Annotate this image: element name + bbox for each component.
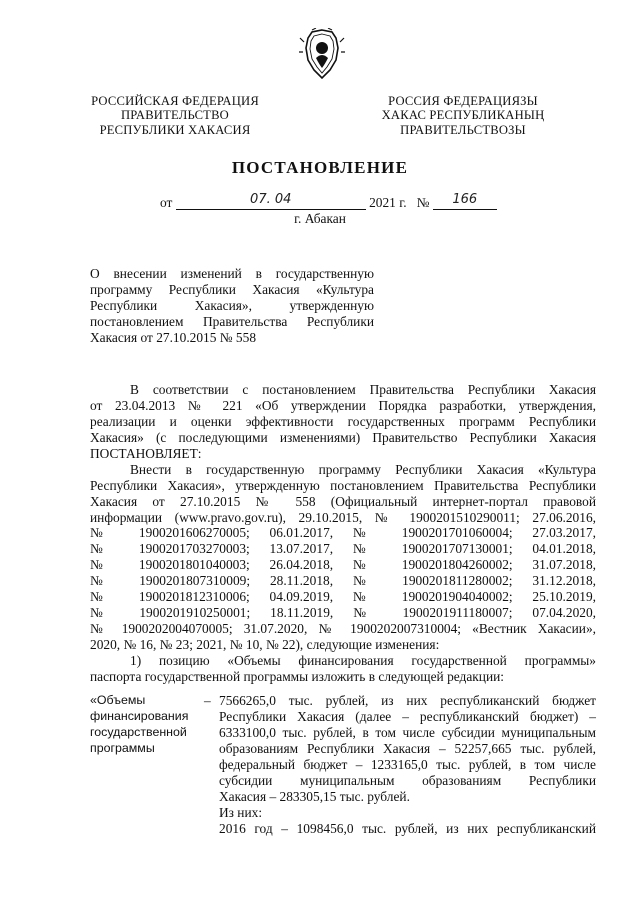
date-handwritten: 07. 04 — [250, 192, 292, 207]
header-right-line: РОССИЯ ФЕДЕРАЦИЯЗЫ — [388, 94, 538, 108]
table-value-line: субсидии муниципальным образованиям Республики — [219, 772, 596, 788]
table-label-line: государственной — [90, 724, 187, 739]
body-line: реализации и оценки эффективности государственных программ Республики — [90, 413, 596, 429]
header-right-line: ХАКАС РЕСПУБЛИКАНЫҢ — [381, 108, 545, 123]
body-line: ПОСТАНОВЛЯЕТ: — [90, 445, 202, 461]
subject-line: программу Республики Хакасия «Культура — [90, 281, 374, 297]
body-line: № 1900201606270005; 06.01.2017, № 1900201701060004; 27.03.2017, — [90, 525, 596, 541]
table-label-line: «Объемы — [90, 693, 146, 707]
document-title: ПОСТАНОВЛЕНИЕ — [231, 158, 409, 177]
subject-line: постановлением Правительства Республики — [90, 313, 374, 329]
subject-line: Хакасия от 27.10.2015 № 558 — [90, 329, 257, 345]
body-line: 2020, № 16, № 23; 2021, № 10, № 22), следующие изменения: — [90, 637, 440, 652]
table-value-line: Хакасия – 283305,15 тыс. рублей. — [219, 788, 410, 804]
header-right-line: ПРАВИТЕЛЬСТВОЗЫ — [400, 122, 526, 137]
subject — [90, 266, 374, 346]
table-value-line: федеральный бюджет – 1233165,0 тыс. рублей, в том числе — [219, 756, 596, 772]
table-dash: – — [204, 693, 211, 708]
subject-line: О внесении изменений в государственную — [90, 266, 374, 281]
body-line: Хакасия от 27.10.2015 № 558 (Официальный интернет-портал правовой — [90, 493, 596, 509]
body-line: Хакасия» (с последующими изменениями) Правительство Республики Хакасия — [90, 429, 596, 445]
number-sign: № — [416, 195, 430, 210]
body-line: 1) позицию «Объемы финансирования государственной программы» — [130, 652, 596, 668]
subject-line: Республики Хакасия», утвержденную — [90, 297, 374, 313]
body-line: № 1900201703270003; 13.07.2017, № 1900201707130001; 04.01.2018, — [90, 541, 596, 557]
table-value-line: Республики Хакасия (далее – республиканский бюджет) – — [219, 708, 596, 724]
date-year: 2021 г. — [369, 195, 407, 210]
header-right — [368, 94, 558, 137]
table-value-line: 7566265,0 тыс. рублей, из них республиканский бюджет — [219, 693, 596, 708]
table-value-line: 2016 год – 1098456,0 тыс. рублей, из них республиканский — [219, 820, 596, 836]
header-left-line: ПРАВИТЕЛЬСТВО — [121, 108, 229, 123]
table-value-line: Из них: — [219, 804, 263, 820]
header-left — [80, 94, 270, 137]
body-line: № 1900201801040003; 26.04.2018, № 1900201804260002; 31.07.2018, — [90, 557, 596, 573]
city: г. Абакан — [294, 211, 346, 226]
table-value-line: 6333100,0 тыс. рублей, в том числе субсидии муниципальным — [219, 724, 596, 740]
body-line: № 1900201910250001; 18.11.2019, № 1900201911180007; 07.04.2020, — [90, 605, 596, 621]
table-label-line: программы — [90, 740, 155, 755]
date-field — [176, 192, 366, 210]
header-left-line: РОССИЙСКАЯ ФЕДЕРАЦИЯ — [91, 94, 259, 108]
date-line — [160, 192, 497, 211]
table-value — [219, 693, 596, 836]
header-left-line: РЕСПУБЛИКИ ХАКАСИЯ — [99, 122, 251, 137]
body-line: от 23.04.2013 № 221 «Об утверждении Порядка разработки, утверждения, — [90, 397, 596, 413]
number-handwritten: 166 — [452, 192, 478, 207]
body-line: Республики Хакасия», утвержденную постановлением Правительства Республики — [90, 477, 596, 493]
body-text — [90, 382, 596, 685]
table-label — [90, 693, 200, 757]
body-line: паспорта государственной программы изложить в следующей редакции: — [90, 668, 505, 684]
body-line: Внести в государственную программу Республики Хакасия «Культура — [130, 461, 596, 477]
body-line: № 1900201812310006; 04.09.2019, № 1900201904040002; 25.10.2019, — [90, 589, 596, 605]
table-label-line: финансирования — [90, 708, 189, 723]
body-line: № 1900202004070005; 31.07.2020, № 1900202007310004; «Вестник Хакасии», — [90, 621, 596, 637]
body-line: № 1900201807310009; 28.11.2018, № 1900201811280002; 31.12.2018, — [90, 573, 596, 589]
body-line: информации (www.pravo.gov.ru), 29.10.2015, № 1900201510290011; 27.06.2016, — [90, 509, 596, 525]
table-value-line: образованиям Республики Хакасия – 52257,665 тыс. рублей, — [219, 740, 596, 756]
coat-of-arms-icon — [298, 28, 346, 80]
date-prefix: от — [160, 195, 173, 210]
number-field — [433, 192, 497, 210]
body-line: В соответствии с постановлением Правительства Республики Хакасия — [130, 382, 596, 397]
